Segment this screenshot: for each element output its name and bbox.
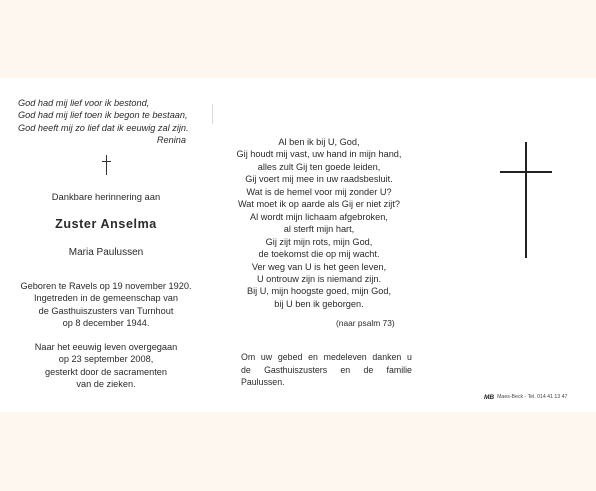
psalm-poem-line: Bij U, mijn hoogste goed, mijn God, (246, 286, 391, 297)
psalm-poem-line: Ver weg van U is het geen leven, (251, 261, 387, 272)
closing-word: gebed (277, 352, 303, 362)
large-cross-icon (500, 142, 552, 258)
memorial-card (0, 78, 596, 412)
closing-word: uw (260, 352, 273, 362)
closing-line (241, 351, 412, 364)
biography-line: Geboren te Ravels op 19 november 1920. (20, 281, 192, 291)
psalm-poem-line: Al ben ik bij U, God, (278, 137, 360, 147)
civil-name: Maria Paulussen (68, 247, 144, 258)
psalm-poem-line: Gij voert mij mee in uw raadsbesluit. (245, 174, 393, 185)
closing-line: Paulussen. (241, 377, 285, 388)
biography (0, 280, 212, 330)
closing-text (241, 351, 412, 389)
biography-line: op 8 december 1944. (62, 318, 150, 329)
small-cross-icon (101, 155, 113, 175)
psalm-poem (214, 136, 424, 310)
psalm-poem-line: alles zult Gij ten goede leiden, (257, 161, 381, 172)
death-notice-line: Naar het eeuwig leven overgegaan (34, 342, 178, 352)
closing-word: de (241, 364, 251, 375)
psalm-poem-line: Gij zijt mijn rots, mijn God, (265, 236, 373, 247)
poem-author: Renina (156, 134, 186, 145)
printer-logo: ΜΒ (484, 393, 495, 401)
closing-word: de (363, 364, 374, 375)
opening-poem (18, 97, 189, 146)
closing-word: en (308, 352, 318, 362)
death-notice (0, 341, 212, 391)
death-notice-line: gesterkt door de sacramenten (44, 366, 168, 377)
opening-poem-line: God heeft mij zo lief dat ik eeuwig zal zijn. (18, 122, 189, 133)
fold-line (212, 104, 213, 124)
closing-line (241, 364, 412, 377)
closing-word: Om (241, 352, 256, 362)
deceased-name: Zuster Anselma (55, 217, 157, 231)
closing-word: en (340, 364, 351, 375)
psalm-poem-line: Wat moet ik op aarde als Gij er niet zijt? (237, 199, 401, 210)
death-notice-line: op 23 september 2008, (58, 354, 154, 365)
closing-word: u (407, 352, 412, 362)
opening-poem-line: God had mij lief voor ik bestond, (18, 98, 150, 108)
psalm-poem-line: de toekomst die op mij wacht. (258, 249, 380, 260)
dedication-text: Dankbare herinnering aan (51, 191, 161, 202)
closing-word: medeleven (323, 352, 367, 362)
biography-line: de Gasthuiszusters van Turnhout (38, 305, 174, 316)
printer-credit (484, 391, 567, 403)
opening-poem-line: God had mij lief toen ik begon te bestaan, (18, 110, 188, 121)
printer-text: Maes-Beck - Tel. 014 41 13 47 (497, 394, 568, 400)
psalm-poem-line: bij U ben ik geborgen. (274, 298, 364, 309)
psalm-poem-line: Wat is de hemel voor mij zonder U? (246, 186, 392, 197)
psalm-poem-line: U ontrouw zijn is niemand zijn. (256, 273, 382, 284)
closing-word: danken (372, 352, 402, 362)
closing-word: familie (386, 364, 412, 375)
closing-word: Gasthuiszusters (264, 364, 328, 375)
psalm-poem-line: al sterft mijn hart, (283, 224, 355, 235)
psalm-reference: (naar psalm 73) (336, 318, 395, 328)
biography-line: Ingetreden in de gemeenschap van (33, 293, 179, 304)
psalm-poem-line: Al wordt mijn lichaam afgebroken, (250, 211, 388, 222)
death-notice-line: van de zieken. (76, 379, 136, 390)
psalm-poem-line: Gij houdt mij vast, uw hand in mijn hand, (236, 149, 402, 160)
